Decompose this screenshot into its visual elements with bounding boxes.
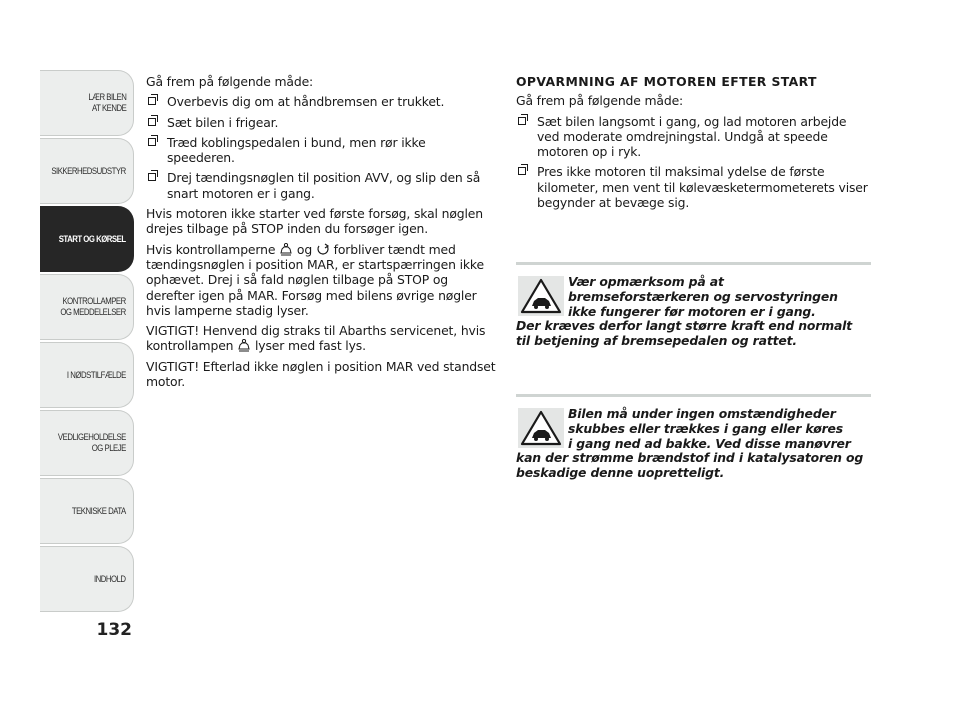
tab-indhold[interactable] (40, 546, 134, 612)
intro-text: Gå frem på følgende måde: (516, 93, 684, 109)
bullet-item: Træd koblingspedalen i bund, men rør ikke speederen. (146, 135, 496, 166)
tab-label: VEDLIGEHOLDELSE OG PLEJE (58, 432, 126, 454)
tab-i-nodstilfaelde[interactable] (40, 342, 134, 408)
section-heading: OPVARMNING AF MOTOREN EFTER START (516, 74, 817, 89)
bullet-item: Pres ikke motoren til maksimal ydelse de første kilometer, men vent til kølevæsketermometerets viser begynder at bevæge sig. (516, 164, 871, 210)
tab-label: KONTROLLAMPER OG MEDDELELSER (60, 296, 126, 318)
warning-text: Vær opmærksom på at bremseforstærkeren og servostyringen ikke fungerer før motoren er i gang. Der kræves derfor langt større kraft end normalt til betjening af bremsepedalen og rattet. (516, 274, 853, 349)
chapter-tabs (40, 70, 134, 614)
tab-label: INDHOLD (94, 573, 126, 585)
tab-vedligeholdelse[interactable] (40, 410, 134, 476)
paragraph: Hvis motoren ikke starter ved første forsøg, skal nøglen drejes tilbage på STOP inden du forsøger igen. (146, 206, 483, 237)
left-column (146, 74, 496, 394)
paragraph: Hvis kontrollamperne og forbliver tændt med tændingsnøglen i position MAR, er startspærringen ikke ophævet. Drej i så fald nøglen tilbage på STOP og derefter igen på MAR. Forsøg med bilens øvrige nøgler hvis lamperne stadig lyser. (146, 241, 484, 318)
bullet-item: Overbevis dig om at håndbremsen er trukket. (146, 94, 496, 109)
warning-box (516, 394, 871, 493)
immobilizer-lamp-icon (237, 339, 251, 352)
tab-label: TEKNISKE DATA (72, 505, 126, 517)
page-number: 132 (96, 620, 132, 640)
tab-label: I NØDSTILFÆLDE (67, 369, 126, 381)
tab-label: LÆR BILEN AT KENDE (87, 92, 126, 114)
tab-laer-bilen-at-kende[interactable] (40, 70, 134, 136)
paragraph: VIGTIGT! Henvend dig straks til Abarths servicenet, hvis kontrollampen lyser med fast lys. (146, 323, 486, 354)
bullet-item: Sæt bilen langsomt i gang, og lad motoren arbejde ved moderate omdrejningstal. Undgå at speede motoren op i ryk. (516, 114, 871, 160)
tab-label: START OG KØRSEL (59, 233, 126, 245)
tab-sikkerhedsudstyr[interactable] (40, 138, 134, 204)
paragraph: VIGTIGT! Efterlad ikke nøglen i position MAR ved standset motor. (146, 358, 496, 390)
engine-lamp-icon (316, 243, 330, 256)
intro-text: Gå frem på følgende måde: (146, 74, 314, 89)
bullet-item: Sæt bilen i frigear. (146, 115, 496, 130)
tab-tekniske-data[interactable] (40, 478, 134, 544)
right-column (516, 74, 871, 215)
warning-text: Bilen må under ingen omstændigheder skubbes eller trækkes i gang eller køres i gang ned ad bakke. Ved disse manøvrer kan der strømme brændstof ind i katalysatoren og beskadige denne uopretteligt. (516, 406, 864, 481)
tab-start-og-korsel[interactable] (40, 206, 134, 272)
immobilizer-lamp-icon (279, 243, 293, 256)
warning-box (516, 262, 871, 365)
tab-label: SIKKERHEDSUDSTYR (51, 165, 126, 177)
bullet-item: Drej tændingsnøglen til position AVV, og slip den så snart motoren er i gang. (146, 170, 496, 201)
tab-kontrollamper[interactable] (40, 274, 134, 340)
